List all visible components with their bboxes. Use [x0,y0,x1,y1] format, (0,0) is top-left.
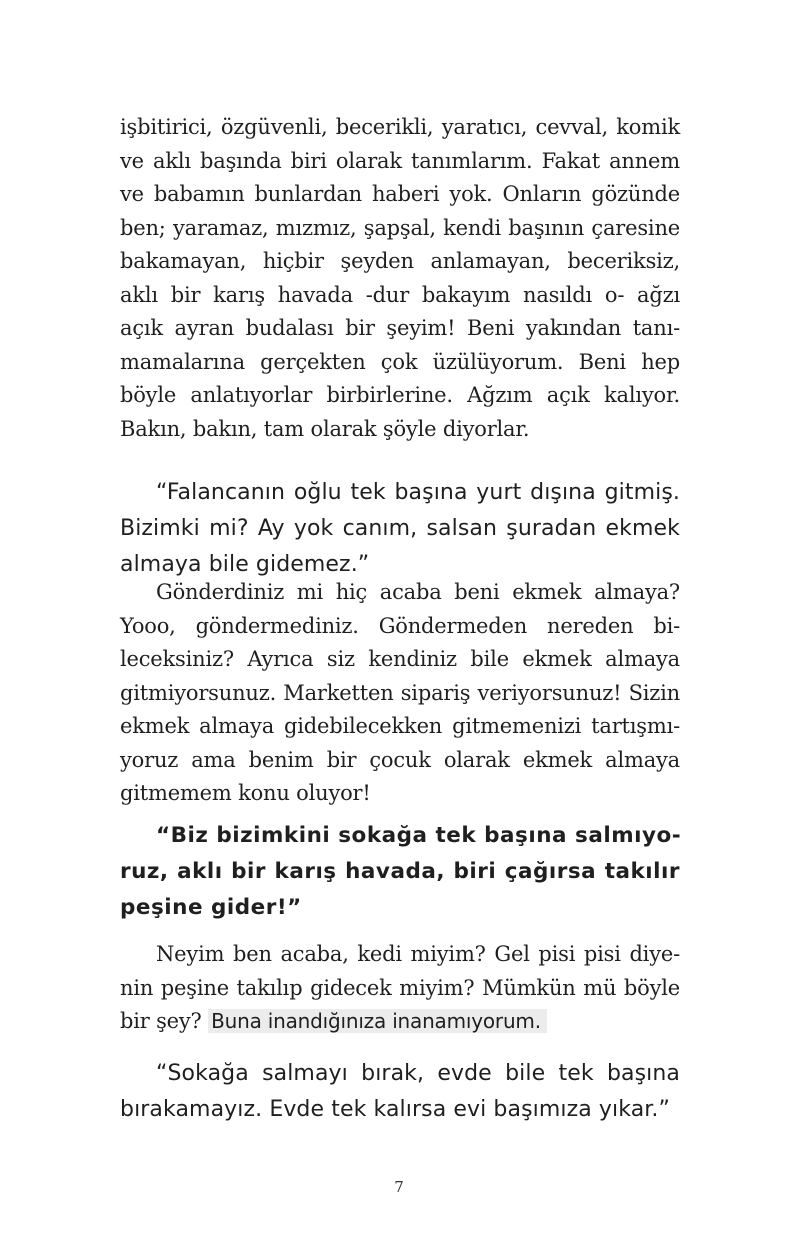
text-line-with-highlight [120,1005,680,1039]
text-line: gitmemem konu oluyor! [120,781,371,805]
text-line: ve aklı başında biri olarak tanımlarım. Fakat annem [120,148,680,173]
paragraph-3 [120,938,680,1039]
text-line: Yooo, göndermediniz. Göndermeden nereden bi- [120,613,680,638]
quote-3 [120,1056,680,1128]
text-line: Bakın, bakın, tam olarak şöyle diyorlar. [120,416,530,441]
quote-line: peşine gider!” [120,895,302,920]
text-line: nin peşine takılıp gidecek miyim? Mümkün mü böyle [120,975,680,1000]
quote-2 [120,818,680,926]
text-line: böyle anlatıyorlar birbirlerine. Ağzım açık kalıyor. [120,383,680,407]
text-line: Neyim ben acaba, kedi miyim? Gel pisi pisi diye- [156,942,680,966]
text-line: gitmiyorsunuz. Marketten sipariş veriyorsunuz! Sizin [120,680,680,705]
quote-1 [120,475,680,583]
quote-line: “Sokağa salmayı bırak, evde bile tek başına [156,1061,680,1086]
quote-line: ruz, aklı bir karış havada, biri çağırsa takılır [120,859,680,884]
quote-line: “Biz bizimkini sokağa tek başına salmıyo- [156,823,682,848]
text-line: aklı bir karış havada -dur bakayım nasıldı o- ağzı [120,282,680,307]
text-line: bakamayan, hiçbir şeyden anlamayan, beceriksiz, [120,249,680,273]
text-line: işbitirici, özgüvenli, becerikli, yaratıcı, cevval, komik [120,115,680,139]
quote-line: “Falancanın oğlu tek başına yurt dışına gitmiş. [156,480,680,505]
text-line: mamalarına gerçekten çok üzülüyorum. Beni hep [120,349,680,374]
text-line: yoruz ama benim bir çocuk olarak ekmek almaya [120,747,680,772]
text-line: ben; yaramaz, mızmız, şapşal, kendi başının çaresine [120,215,680,240]
paragraph-2 [120,576,680,811]
quote-line: Bizimki mi? Ay yok canım, salsan şuradan ekmek [120,516,680,541]
text-line: leceksiniz? Ayrıca siz kendiniz bile ekmek almaya [120,647,680,671]
text-line: Gönderdiniz mi hiç acaba beni ekmek almaya? [156,580,680,604]
text-line: açık ayran budalası bir şeyim! Beni yakından tanı- [120,316,680,340]
highlighted-text: Buna inandığınıza inanamıyorum. [208,1009,547,1033]
text-line: ekmek almaya gidebilecekken gitmemenizi tartışmı- [120,714,680,738]
paragraph-1 [120,111,680,446]
text-line: ve babamın bunlardan haberi yok. Onların gözünde [120,182,680,206]
text-segment: bir şey? [120,1009,202,1033]
quote-line: almaya bile gidemez.” [120,552,370,577]
page-number: 7 [394,1178,404,1196]
quote-line: bırakamayız. Evde tek kalırsa evi başımıza yıkar.” [120,1097,670,1122]
